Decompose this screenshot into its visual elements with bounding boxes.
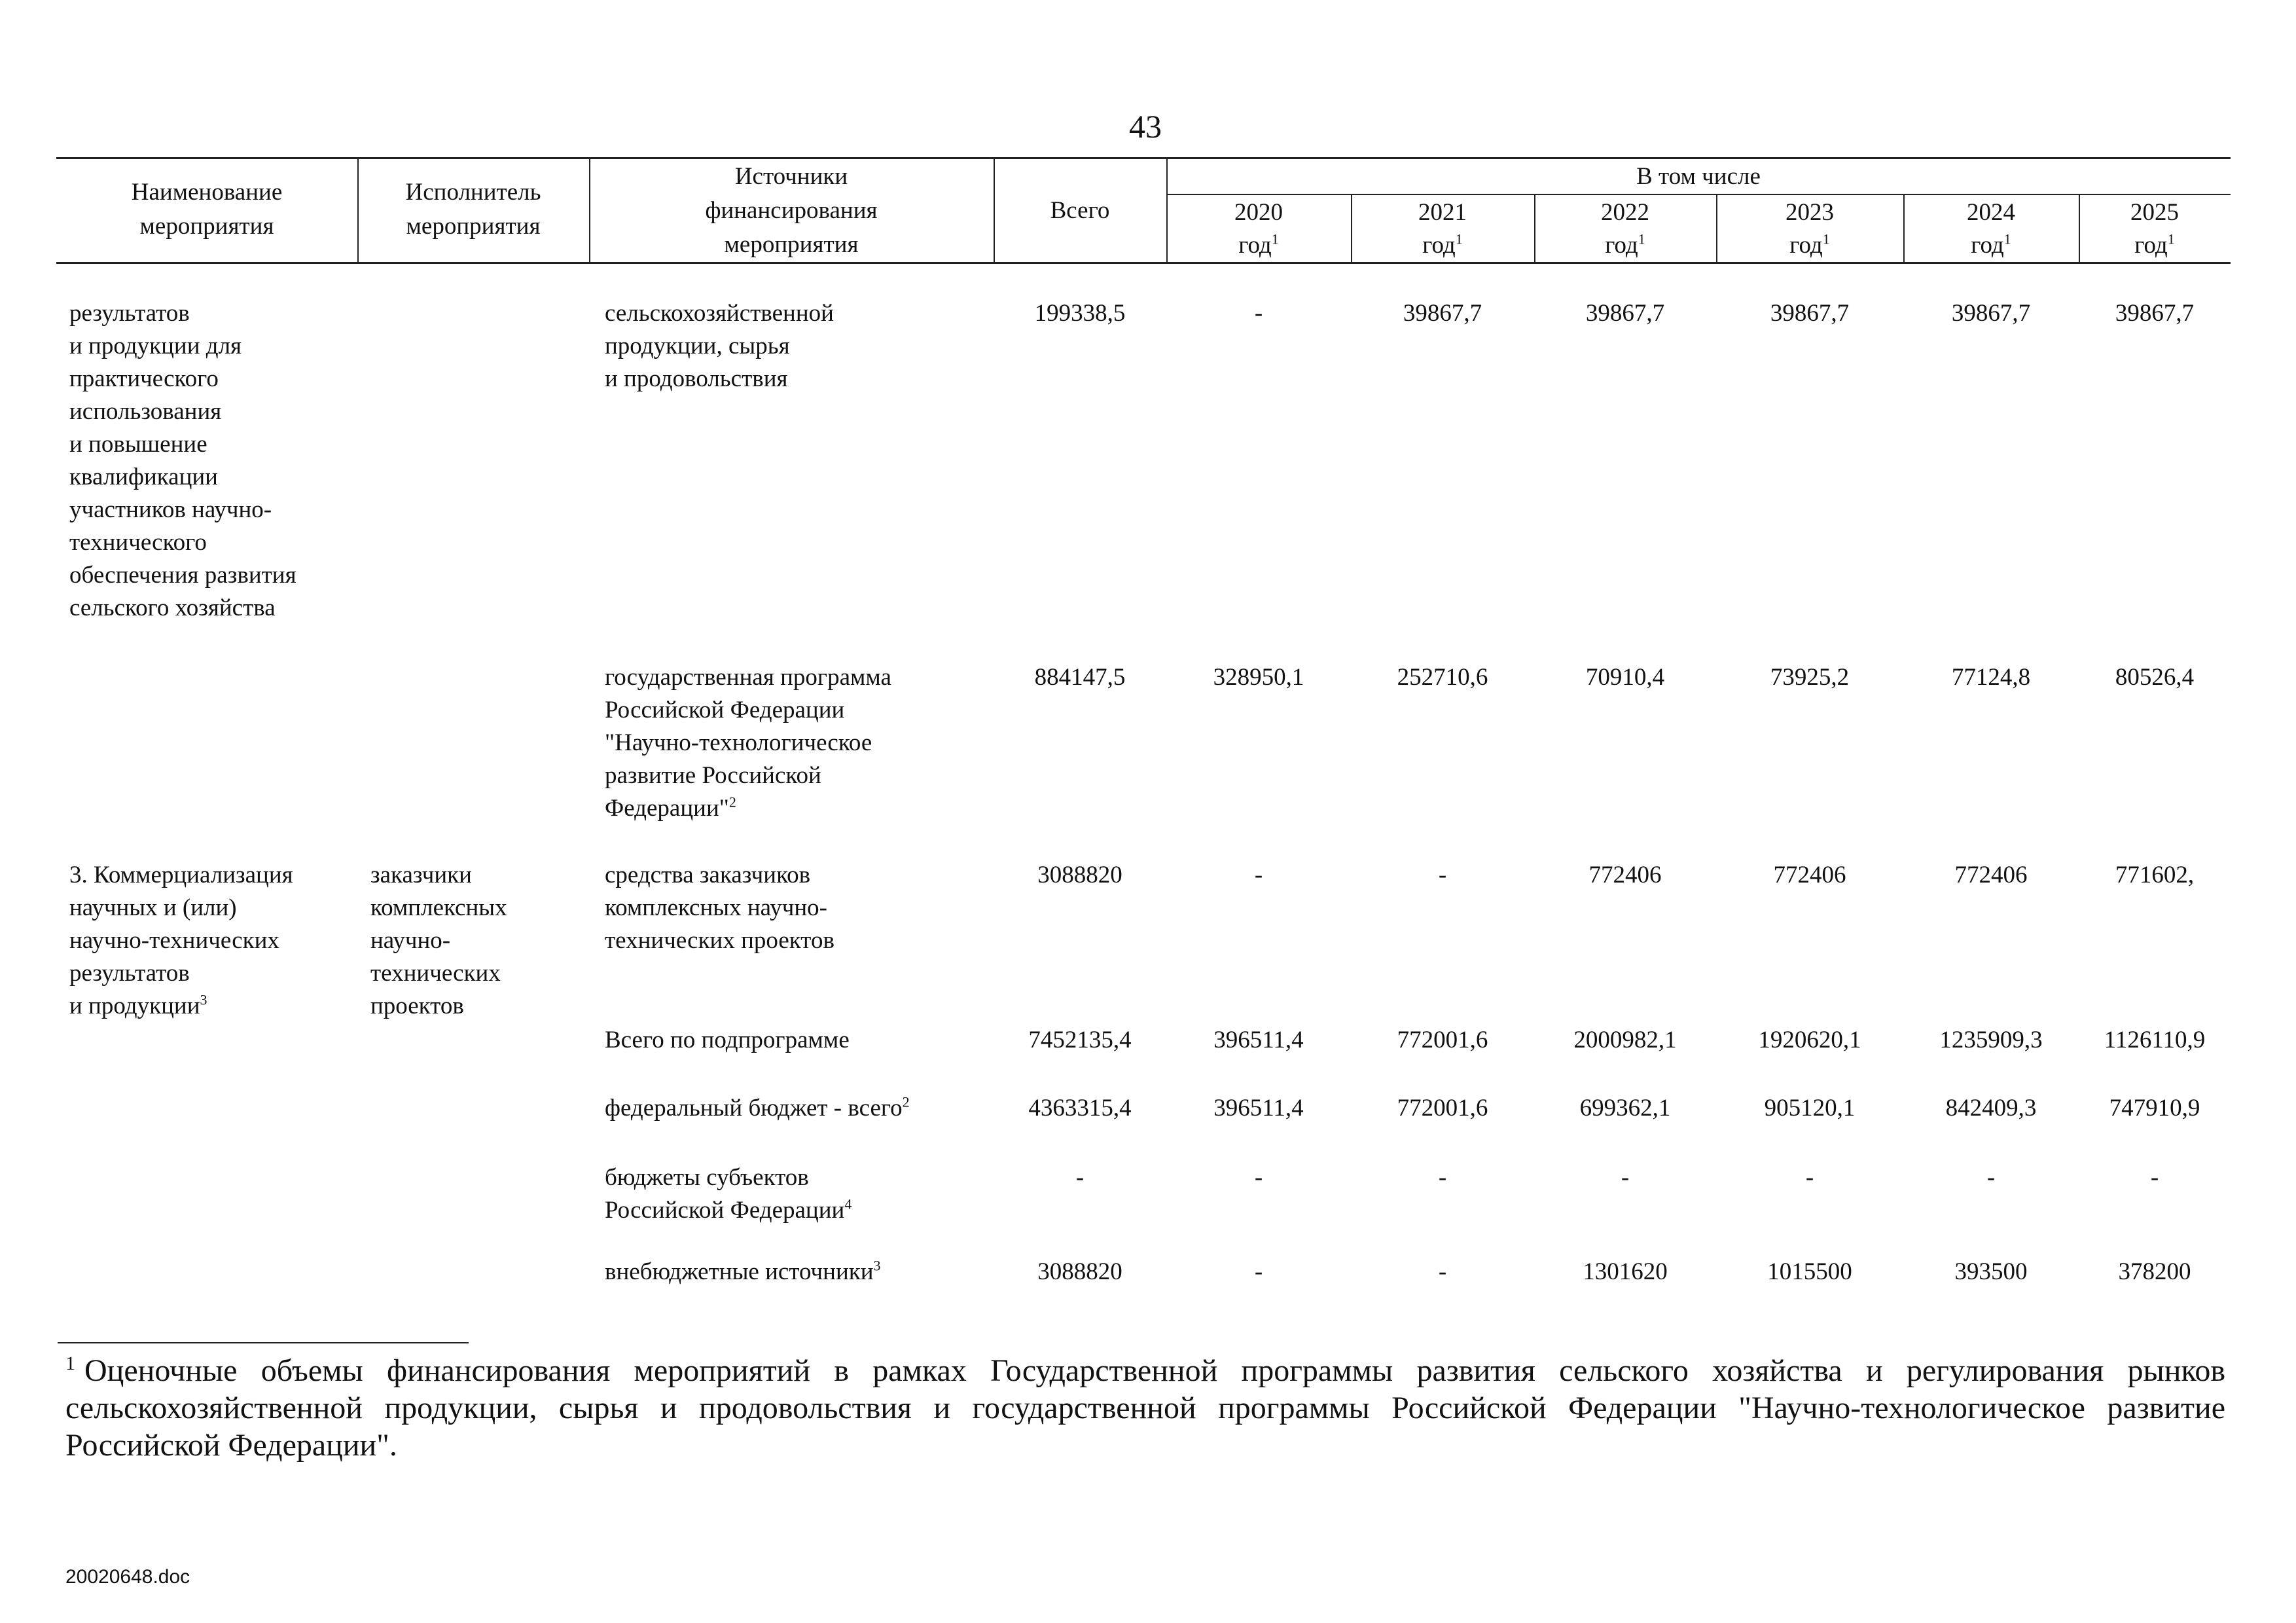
table-cell-2021: 252710,6 [1397, 664, 1488, 691]
footnote-ref: 2 [902, 1093, 910, 1110]
table-row-source [605, 1256, 991, 1288]
footnote [65, 1352, 2225, 1464]
header-executor: Исполнитель мероприятия [405, 179, 541, 240]
table-cell-2023: 1920620,1 [1758, 1027, 1861, 1053]
document-id: 20020648.doc [65, 1566, 190, 1588]
table-cell-2020: - [1254, 1164, 1263, 1191]
table-row-source [605, 661, 991, 825]
table-cell-2021: 772001,6 [1397, 1095, 1488, 1122]
source-text: государственная программа Российской Федерации "Научно-технологическое развитие Российской Федерации" [605, 664, 891, 822]
table-cell-2021: 772001,6 [1397, 1027, 1488, 1053]
header-year-2025 [2079, 196, 2231, 262]
table-cell-2020: - [1254, 300, 1263, 327]
table-cell-2023: 39867,7 [1770, 300, 1850, 327]
table-row-source [605, 1092, 997, 1125]
table-row-name [69, 859, 357, 1023]
year-label: 2025 [2130, 199, 2179, 226]
table-cell-2024: - [1986, 1164, 1996, 1191]
header-total: Всего [1050, 197, 1110, 224]
footnote-ref: 1 [1455, 230, 1463, 247]
year-label: 2023 [1785, 199, 1834, 226]
table-cell-total: 4363315,4 [1028, 1095, 1132, 1122]
table-cell-2023: 905120,1 [1764, 1095, 1856, 1122]
year-suffix: год [1971, 232, 2004, 259]
table-top-rule [56, 157, 2231, 159]
table-cell-2022: 2000982,1 [1573, 1027, 1677, 1053]
table-cell-2024: 393500 [1954, 1258, 2028, 1285]
header-source: Источники финансирования мероприятия [705, 163, 878, 258]
footnote-ref: 1 [1271, 230, 1279, 247]
footnote-ref: 1 [1822, 230, 1830, 247]
footnote-ref: 2 [728, 793, 736, 811]
header-year-2023 [1716, 196, 1903, 262]
table-cell-2020: - [1254, 862, 1263, 888]
table-cell-2021: - [1438, 1258, 1447, 1285]
source-text: бюджеты субъектов Российской Федерации [605, 1164, 845, 1224]
table-cell-2024: 1235909,3 [1939, 1027, 2043, 1053]
header-year-2022 [1534, 196, 1716, 262]
year-label: 2021 [1418, 199, 1467, 226]
table-cell-2022: 1301620 [1583, 1258, 1668, 1285]
table-cell-2023: - [1805, 1164, 1814, 1191]
year-label: 2024 [1967, 199, 2015, 226]
table-cell-2022: 39867,7 [1585, 300, 1665, 327]
year-suffix: год [2134, 232, 2168, 259]
footnote-ref: 3 [873, 1257, 881, 1274]
footnote-ref: 1 [2003, 230, 2011, 247]
name-text: 3. Коммерциализация научных и (или) научно-технических результатов и продукции [69, 862, 293, 1019]
table-cell-2022: 70910,4 [1585, 664, 1665, 691]
table-cell-total: 3088820 [1037, 862, 1122, 888]
header-year-2024 [1903, 196, 2079, 262]
table-cell-2021: - [1438, 1164, 1447, 1191]
table-cell-total: 884147,5 [1034, 664, 1126, 691]
table-cell-2025: 747910,9 [2109, 1095, 2200, 1122]
header-year-2021 [1351, 196, 1534, 262]
table-cell-total: 3088820 [1037, 1258, 1122, 1285]
table-cell-2025: 378200 [2118, 1258, 2191, 1285]
table-cell-total: - [1075, 1164, 1085, 1191]
table-row-source: средства заказчиков комплексных научно- технических проектов [605, 862, 834, 954]
table-row-source: сельскохозяйственной продукции, сырья и продовольствия [605, 300, 834, 392]
footnote-ref: 1 [2167, 230, 2175, 247]
table-cell-2024: 772406 [1954, 862, 2028, 888]
year-suffix: год [1789, 232, 1823, 259]
header-including: В том числе [1636, 163, 1761, 190]
table-row-source: Всего по подпрограмме [605, 1027, 850, 1053]
header-bottom-rule [56, 262, 2231, 264]
year-suffix: год [1238, 232, 1272, 259]
header-year-2020 [1166, 196, 1351, 262]
table-cell-2024: 842409,3 [1945, 1095, 2037, 1122]
table-cell-2024: 77124,8 [1951, 664, 2031, 691]
year-suffix: год [1605, 232, 1638, 259]
footnote-divider [58, 1342, 469, 1343]
source-text: внебюджетные источники [605, 1258, 874, 1285]
footnote-ref: 4 [844, 1195, 852, 1213]
table-cell-2025: - [2150, 1164, 2159, 1191]
table-cell-2024: 39867,7 [1951, 300, 2031, 327]
table-cell-2020: 396511,4 [1213, 1027, 1304, 1053]
footnote-mark: 1 [65, 1353, 75, 1374]
footnote-ref: 1 [1638, 230, 1645, 247]
table-cell-total: 7452135,4 [1028, 1027, 1132, 1053]
table-cell-2023: 73925,2 [1770, 664, 1850, 691]
year-label: 2022 [1601, 199, 1649, 226]
table-cell-2020: 328950,1 [1213, 664, 1304, 691]
table-cell-2025: 39867,7 [2115, 300, 2195, 327]
table-cell-2021: - [1438, 862, 1447, 888]
table-cell-2025: 80526,4 [2115, 664, 2195, 691]
header-name: Наименование мероприятия [131, 179, 283, 240]
table-cell-total: 199338,5 [1034, 300, 1126, 327]
table-cell-2022: - [1621, 1164, 1630, 1191]
years-rule [1166, 194, 2231, 195]
table-cell-2025: 771602, [2115, 862, 2195, 888]
footnote-ref: 3 [200, 991, 207, 1008]
table-cell-2025: 1126110,9 [2104, 1027, 2206, 1053]
table-cell-2020: 396511,4 [1213, 1095, 1304, 1122]
table-cell-2021: 39867,7 [1403, 300, 1482, 327]
table-row-source [605, 1161, 991, 1227]
table-cell-2020: - [1254, 1258, 1263, 1285]
table-row-name: результатов и продукции для практического использования и повышение квалификации участников научно- технического обеспечения развития сельского хозяйства [69, 300, 296, 621]
year-label: 2020 [1234, 199, 1283, 226]
table-row-executor: заказчики комплексных научно- технических проектов [370, 862, 507, 1019]
table-cell-2022: 772406 [1588, 862, 1662, 888]
page-number: 43 [1129, 108, 1162, 145]
year-suffix: год [1422, 232, 1456, 259]
footnote-text: Оценочные объемы финансирования мероприятий в рамках Государственной программы развития сельского хозяйства и регулирования рынков сельскохозяйственной продукции, сырья и продовольствия и государственной программы Российской Федерации "Научно-технологическое развитие Российской Федерации". [65, 1353, 2225, 1463]
source-text: федеральный бюджет - всего [605, 1095, 903, 1122]
table-cell-2022: 699362,1 [1579, 1095, 1671, 1122]
table-cell-2023: 1015500 [1767, 1258, 1852, 1285]
table-cell-2023: 772406 [1773, 862, 1846, 888]
